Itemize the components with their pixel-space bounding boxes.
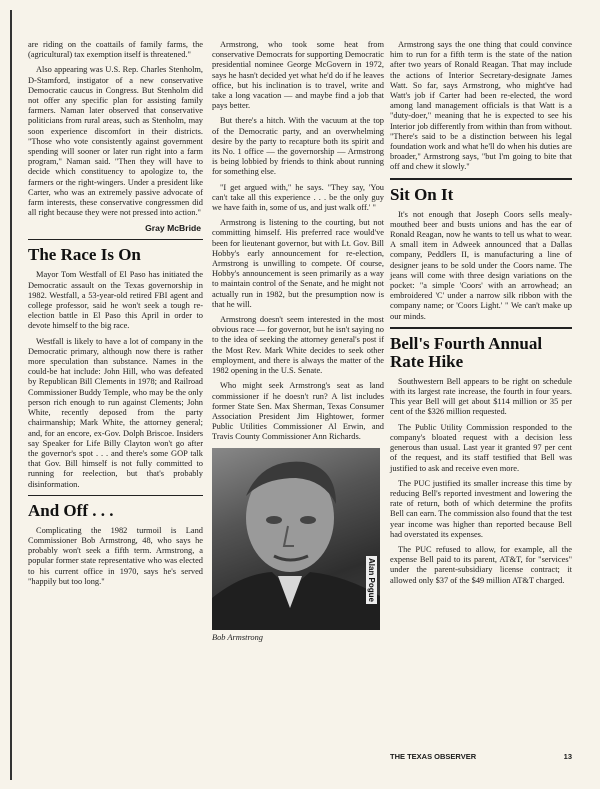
paragraph: It's not enough that Joseph Coors sells mealy-mouthed beer and busts unions and has the ear of Ronald Reagan, now he wants to tell us what to wear. A small item in Adweek announced that a Dallas company, Peddlers II, is manufacturing a line of designer jeans to be sold under the Coors name. The jeans will come with three design variations on the pocket: "a simple 'Coors' with an arrowhead; an embroidered 'C' under a narrow silk ribbon with the company name; or 'Coors Light.' " We can't make up our minds. xyxy=(390,209,572,321)
paragraph: Armstrong is listening to the courting, but not committing himself. His preferred race would've been for lieutenant governor, but with Lt. Gov. Bill Hobby's early announcement for re-election, Armstrong is unwilling to compete. Of course, Hobby's announcement is seen primarily as a way to maintain control of the Senate, and he might not actually run in 1982, but the presumption now is that he will. xyxy=(212,218,384,309)
author-byline: Gray McBride xyxy=(145,223,201,234)
column-2 xyxy=(212,40,384,643)
paragraph: Southwestern Bell appears to be right on schedule with its largest rate increase, the fourth in four years. This year Bell will get about $114 million or 35 per cent of the $326 million requested. xyxy=(390,376,572,417)
paragraph: Armstrong, who took some heat from conservative Democrats for supporting Democratic presidential nominee George McGovern in 1972, says he hasn't decided yet what he'd do if he leaves office, but his inclination is to travel, write and take a long vacation — and maybe find a job that pays better. xyxy=(212,40,384,111)
paragraph: "I get argued with," he says. "They say, 'You can't take all this experience . . . be the only guy we have faith in, some of us, and just walk off.' " xyxy=(212,182,384,213)
page-footer xyxy=(390,752,572,761)
paragraph: Mayor Tom Westfall of El Paso has initiated the Democratic assault on the Texas governorship in 1982. Westfall, a 53-year-old retired FBI agent and college professor, said he won't seek a tough re-election battle in El Paso this April in order to devote himself to the big race. xyxy=(28,270,203,331)
paragraph: Armstrong doesn't seem interested in the most obvious race — for governor, but he isn't saying no to the idea of seeking the attorney general's post if the Most Rev. Mark White decides to seek other employment, and there is always the matter of the 1982 opening in the U.S. Senate. xyxy=(212,315,384,376)
paragraph: The Public Utility Commission responded to the company's bloated request with a decision less generous than usual. Last year it granted 97 per cent of the request, and its staff testified that Bell was justified to ask and receive even more. xyxy=(390,422,572,473)
headline-bells-rate-hike: Bell's Fourth Annual Rate Hike xyxy=(390,333,543,371)
publication-name: THE TEXAS OBSERVER xyxy=(390,752,477,761)
column-1 xyxy=(28,40,203,592)
column-3 xyxy=(390,40,572,591)
paragraph: Complicating the 1982 turmoil is Land Commissioner Bob Armstrong, 48, who says he probably won't seek a fifth term. Armstrong, a popular former state representative who was elected to his current office in 1970, says he's served "happily but too long." xyxy=(28,525,203,586)
paragraph: But there's a hitch. With the vacuum at the top of the Democratic party, and an overwhelming desire by the party to recapture both its spirit and its No. 1 office — the governorship — Armstrong is being lobbied by friends to think about running for something else. xyxy=(212,116,384,177)
photo-caption: Bob Armstrong xyxy=(212,632,263,642)
paragraph: are riding on the coattails of family farms, the (agricultural) tax exemption itself is threatened." xyxy=(28,40,203,60)
page-number: 13 xyxy=(563,752,572,761)
headline-race-is-on: The Race Is On xyxy=(28,245,141,265)
paragraph: Also appearing was U.S. Rep. Charles Stenholm, D-Stamford, instigator of a new conservative Democratic caucus in Congress. But Stenholm did not offer any specific plan for assisting family farmers. Naman later observed that conservative politicians from rural areas, such as Stenholm, may soon experience discomfort in their districts. "Those who vote consistently against government spending will sooner or later run right into a farm program," Naman said. "Then they will have to decide which constituency to apologize to, the farmers or the right-wingers. Under a president like Carter, who was an extremely passive advocate of farm interests, these conservative congressmen did all right because they were not pressed into action." xyxy=(28,65,203,218)
headline-sit-on-it: Sit On It xyxy=(390,184,454,204)
paragraph: The PUC justified its smaller increase this time by reducing Bell's reported investment and lowering the rate of return, both of which determine the profits Bell can earn. The commission also found that the test year income was higher than reported because Bell had overstated its expenses. xyxy=(390,478,572,539)
portrait-photo xyxy=(212,448,380,630)
paragraph: Who might seek Armstrong's seat as land commissioner if he doesn't run? A list includes former State Sen. Max Sherman, Texas Consumer Association President Jim Hightower, former Public Utilities Commissioner Al Erwin, and Travis County Commissioner Ann Richards. xyxy=(212,381,384,442)
section-divider xyxy=(390,178,572,180)
paragraph: Westfall is likely to have a lot of company in the Democratic primary, although now there is rather more speculation than substance. Names in the could-be hat include: John Hill, who was defeated by Republican Bill Clements in 1978; and Railroad Commissioner Buddy Temple, who may be the only person rich enough to run against Clements; John White, recently deposed from the party chairmanship; Mark White, the attorney general; and, for an encore, ex-Gov. Dolph Briscoe. Insiders say Speaker for Life Billy Clayton won't go after the governor's spot . . . and there's some GOP talk that Gov. Bill himself is not fully committed to running for reelection, but that's probably disinformation. xyxy=(28,336,203,489)
paragraph: The PUC refused to allow, for example, all the expense Bell paid to its parent, AT&T, for "services" under the parent-subsidiary license contract; it allowed only $37 of the $49 million AT&T charged. xyxy=(390,544,572,585)
photo-credit: Alan Pogue xyxy=(367,557,376,602)
section-divider xyxy=(28,239,203,240)
portrait-figure xyxy=(212,448,380,630)
section-divider xyxy=(390,327,572,329)
page-edge-shadow xyxy=(10,10,12,780)
headline-and-off: And Off . . . xyxy=(28,500,114,520)
section-divider xyxy=(28,495,203,496)
paragraph: Armstrong says the one thing that could convince him to run for a fifth term is the state of the nation after two years of Ronald Reagan. That may include the actions of Interior Secretary-designate James Watt. So far, says Armstrong, who might've had Watt's job if Carter had been re-elected, the word among land management officials is that Watt is a "duty-doer," meaning that he is expected to see his Interior job differently from within than from without. "There's said to be a distinction between his legal foundation work and what he'll do when his duties are broader," Armstrong says, "but I'm going to bite that off and chew it slowly." xyxy=(390,40,572,172)
